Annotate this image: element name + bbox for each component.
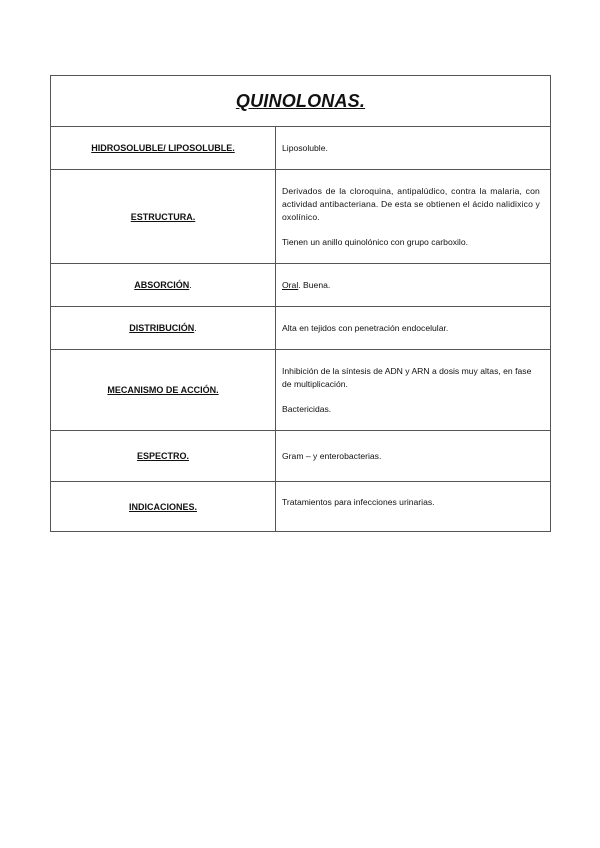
row-value: Derivados de la cloroquina, antipalúdico, contra la malaria, con actividad antibacteriana. De esta se obtienen el ácido nalidixico y oxolínico. — [282, 185, 540, 222]
row-value: Inhibición de la síntesis de ADN y ARN a dosis muy altas, en fase de multiplicación. — [282, 365, 532, 389]
row-value: Liposoluble. — [282, 142, 328, 153]
row-label: HIDROSOLUBLE/ LIPOSOLUBLE. — [91, 143, 235, 153]
table-row — [51, 264, 551, 307]
row-value: Alta en tejidos con penetración endocelular. — [282, 322, 449, 333]
row-label: INDICACIONES. — [128, 501, 197, 512]
table-row — [51, 170, 551, 264]
title-cell — [51, 76, 551, 127]
row-value-cell — [276, 127, 551, 170]
table-row — [51, 350, 551, 431]
table-row — [51, 482, 551, 532]
row-label-cell — [51, 307, 276, 350]
row-value: Tienen un anillo quinolónico con grupo carboxilo. — [282, 236, 469, 247]
row-label-cell — [51, 482, 276, 532]
row-label-cell — [51, 350, 276, 431]
row-value-cell — [276, 431, 551, 482]
row-label-suffix: . — [194, 323, 197, 333]
row-value — [282, 279, 540, 292]
row-value-cell — [276, 264, 551, 307]
quinolonas-table — [50, 75, 551, 532]
row-label: ESTRUCTURA. — [130, 211, 196, 222]
row-label-cell — [51, 264, 276, 307]
row-value-underlined: Oral — [282, 279, 299, 290]
document-title: QUINOLONAS. — [235, 90, 366, 111]
row-label: ABSORCIÓN — [134, 280, 190, 290]
row-label-cell — [51, 431, 276, 482]
table-row — [51, 127, 551, 170]
row-label: MECANISMO DE ACCIÓN. — [107, 385, 219, 395]
row-label: DISTRIBUCIÓN — [129, 323, 195, 333]
row-value: Gram – y enterobacterias. — [282, 450, 382, 461]
table-row — [51, 431, 551, 482]
row-value: Tratamientos para infecciones urinarias. — [282, 497, 435, 507]
row-value: Bactericidas. — [282, 403, 332, 414]
row-value-cell — [276, 482, 551, 532]
row-value-cell — [276, 170, 551, 264]
table-row — [51, 307, 551, 350]
row-value-cell — [276, 350, 551, 431]
row-label: ESPECTRO. — [136, 451, 189, 461]
row-value-rest: . Buena. — [298, 279, 331, 290]
row-label-cell — [51, 170, 276, 264]
title-row — [51, 76, 551, 127]
row-value-cell — [276, 307, 551, 350]
row-label-cell — [51, 127, 276, 170]
row-label-suffix: . — [189, 280, 192, 290]
